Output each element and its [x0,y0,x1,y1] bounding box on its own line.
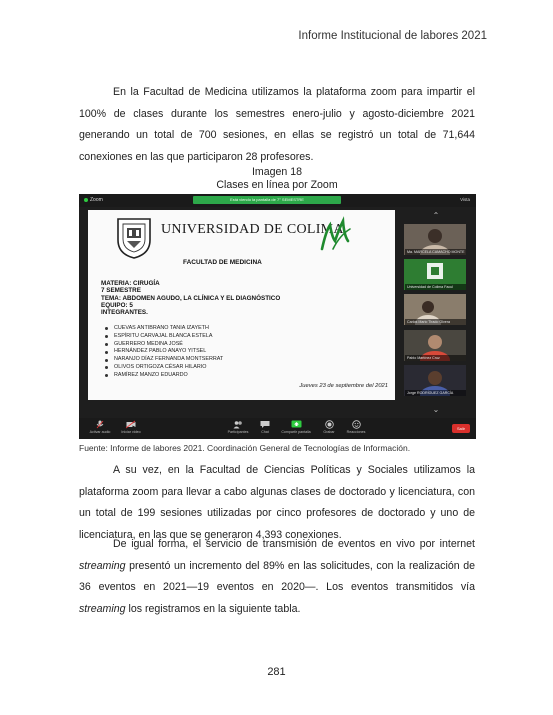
sharing-banner: Está viendo la pantalla de 7° SEMESTRE [193,196,341,204]
list-item: ESPÍRITU CARVAJAL BLANCA ESTELA [101,333,223,341]
reactions-button[interactable] [343,420,369,434]
university-crest-icon [114,216,154,259]
participant-name: Pablo Martínez Cruz [405,355,466,361]
text-span: De igual forma, el servicio de transmisión de eventos en vivo por internet [113,538,475,550]
toolbar-label: Grabar [323,430,335,434]
figure-title: Clases en línea por Zoom [216,179,338,191]
unmute-button[interactable] [85,420,115,434]
list-item: CUEVAS ANTIBRANO TANIA IZAYETH [101,325,223,333]
members-list [101,325,223,380]
share-screen-button[interactable] [279,420,313,434]
slide-info [101,280,280,316]
toolbar-label: Reacciones [346,430,366,434]
shared-slide [88,210,395,400]
list-item: HERNÁNDEZ PABLO ANAYO YITSEL [101,348,223,356]
info-line: MATERIA: CIRUGÍA [101,280,160,287]
emphasis-streaming: streaming [79,559,126,572]
running-header: Informe Institucional de labores 2021 [298,30,487,42]
microphone-icon [96,420,104,429]
paragraph-streaming [79,534,475,620]
record-button[interactable] [319,420,339,434]
toolbar-label: Activar audio [89,430,111,434]
app-label: Zoom [90,197,103,203]
paragraph-medicina: En la Facultad de Medicina utilizamos la plataforma zoom para impartir el 100% de clases durante los semestres enero-julio y agosto-diciembre 2021 generando un total de 700 sesiones, en ellas se registró un total de 71,644 conexiones en las que participaron 28 profesores. [79,86,475,163]
zoom-logo [84,197,103,203]
faculty-title: FACULTAD DE MEDICINA [183,259,262,266]
paragraph-politicas: A su vez, en la Facultad de Ciencias Políticas y Sociales utilizamos la plataforma zoom para llevar a cabo algunas clases de doctorado y licenciatura, con un total de 199 sesiones utilizadas por cinco profesores de doctorado y uno de licenciatura, en las que se generaron 4,393 conexiones. [79,464,475,541]
info-line: TEMA: ABDOMEN AGUDO, LA CLÍNICA Y EL DIAGNÓSTICO [101,294,281,302]
participant-tile[interactable] [404,224,466,255]
chat-icon [260,420,270,429]
text-span: los registramos en la siguiente tabla. [125,602,301,615]
smiley-icon [352,420,361,429]
list-item: NARANJO DÍAZ FERNANDA MONTSERRAT [101,356,223,364]
status-dot-icon [84,198,88,202]
page-number: 281 [267,666,286,678]
figure-number: Imagen 18 [251,166,303,178]
list-item: GUERRERO MEDINA JOSÉ [101,341,223,349]
text-span: presentó un incremento del 89% en las solicitudes, con la realización de 36 eventos en 2021—19 eventos en 2020—. Los eventos transmitidos vía [79,559,475,593]
participants-icon [233,420,243,429]
info-line: 7 SEMESTRE [101,287,141,295]
figure-source: Fuente: Informe de labores 2021. Coordinación General de Tecnologías de Información. [79,443,411,453]
medicine-faculty-logo-icon [318,215,354,255]
participant-tile[interactable] [404,330,466,361]
chevron-down-icon[interactable]: ⌄ [432,405,440,414]
list-item: OLIVOS ORTIGOZA CÉSAR HILARIO [101,364,223,372]
chevron-up-icon[interactable]: ⌃ [432,211,440,220]
chat-button[interactable] [255,420,275,434]
toolbar-label: Participantes [227,430,249,434]
info-line: INTEGRANTES. [101,309,148,317]
zoom-screenshot [79,194,476,439]
info-line: EQUIPO: 5 [101,301,133,309]
share-screen-icon [291,420,302,429]
zoom-toolbar [79,418,476,439]
participant-tile[interactable] [404,365,466,396]
list-item: RAMÍREZ MANZO EDUARDO [101,372,223,380]
leave-button[interactable]: Salir [452,424,470,433]
emphasis-streaming: streaming [79,602,126,615]
participant-tile[interactable] [404,294,466,325]
record-icon [325,420,334,429]
toolbar-label: Iniciar video [121,430,141,434]
zoom-top-bar [79,194,476,207]
toolbar-label: Chat [261,430,269,434]
view-button[interactable]: Vista [460,197,470,202]
participant-tile[interactable] [404,259,466,290]
camera-icon [126,420,136,429]
start-video-button[interactable] [117,420,145,434]
participants-panel [401,210,471,418]
toolbar-label: Compartir pantalla [281,430,311,434]
participant-name: Jorge RODRÍGUEZ GARCÍA [405,390,466,396]
participant-name: Carlos Mario Tirado Olvera [405,319,466,325]
participant-name: Universidad de Colima Facul [405,284,466,290]
slide-date: Jueves 23 de septiembre del 2021 [299,383,388,389]
participant-name: Ma. MARCELA CAMACHO MONTE [405,249,466,255]
university-name: UNIVERSIDAD DE COLIMA [161,222,344,237]
participants-button[interactable] [225,420,251,434]
